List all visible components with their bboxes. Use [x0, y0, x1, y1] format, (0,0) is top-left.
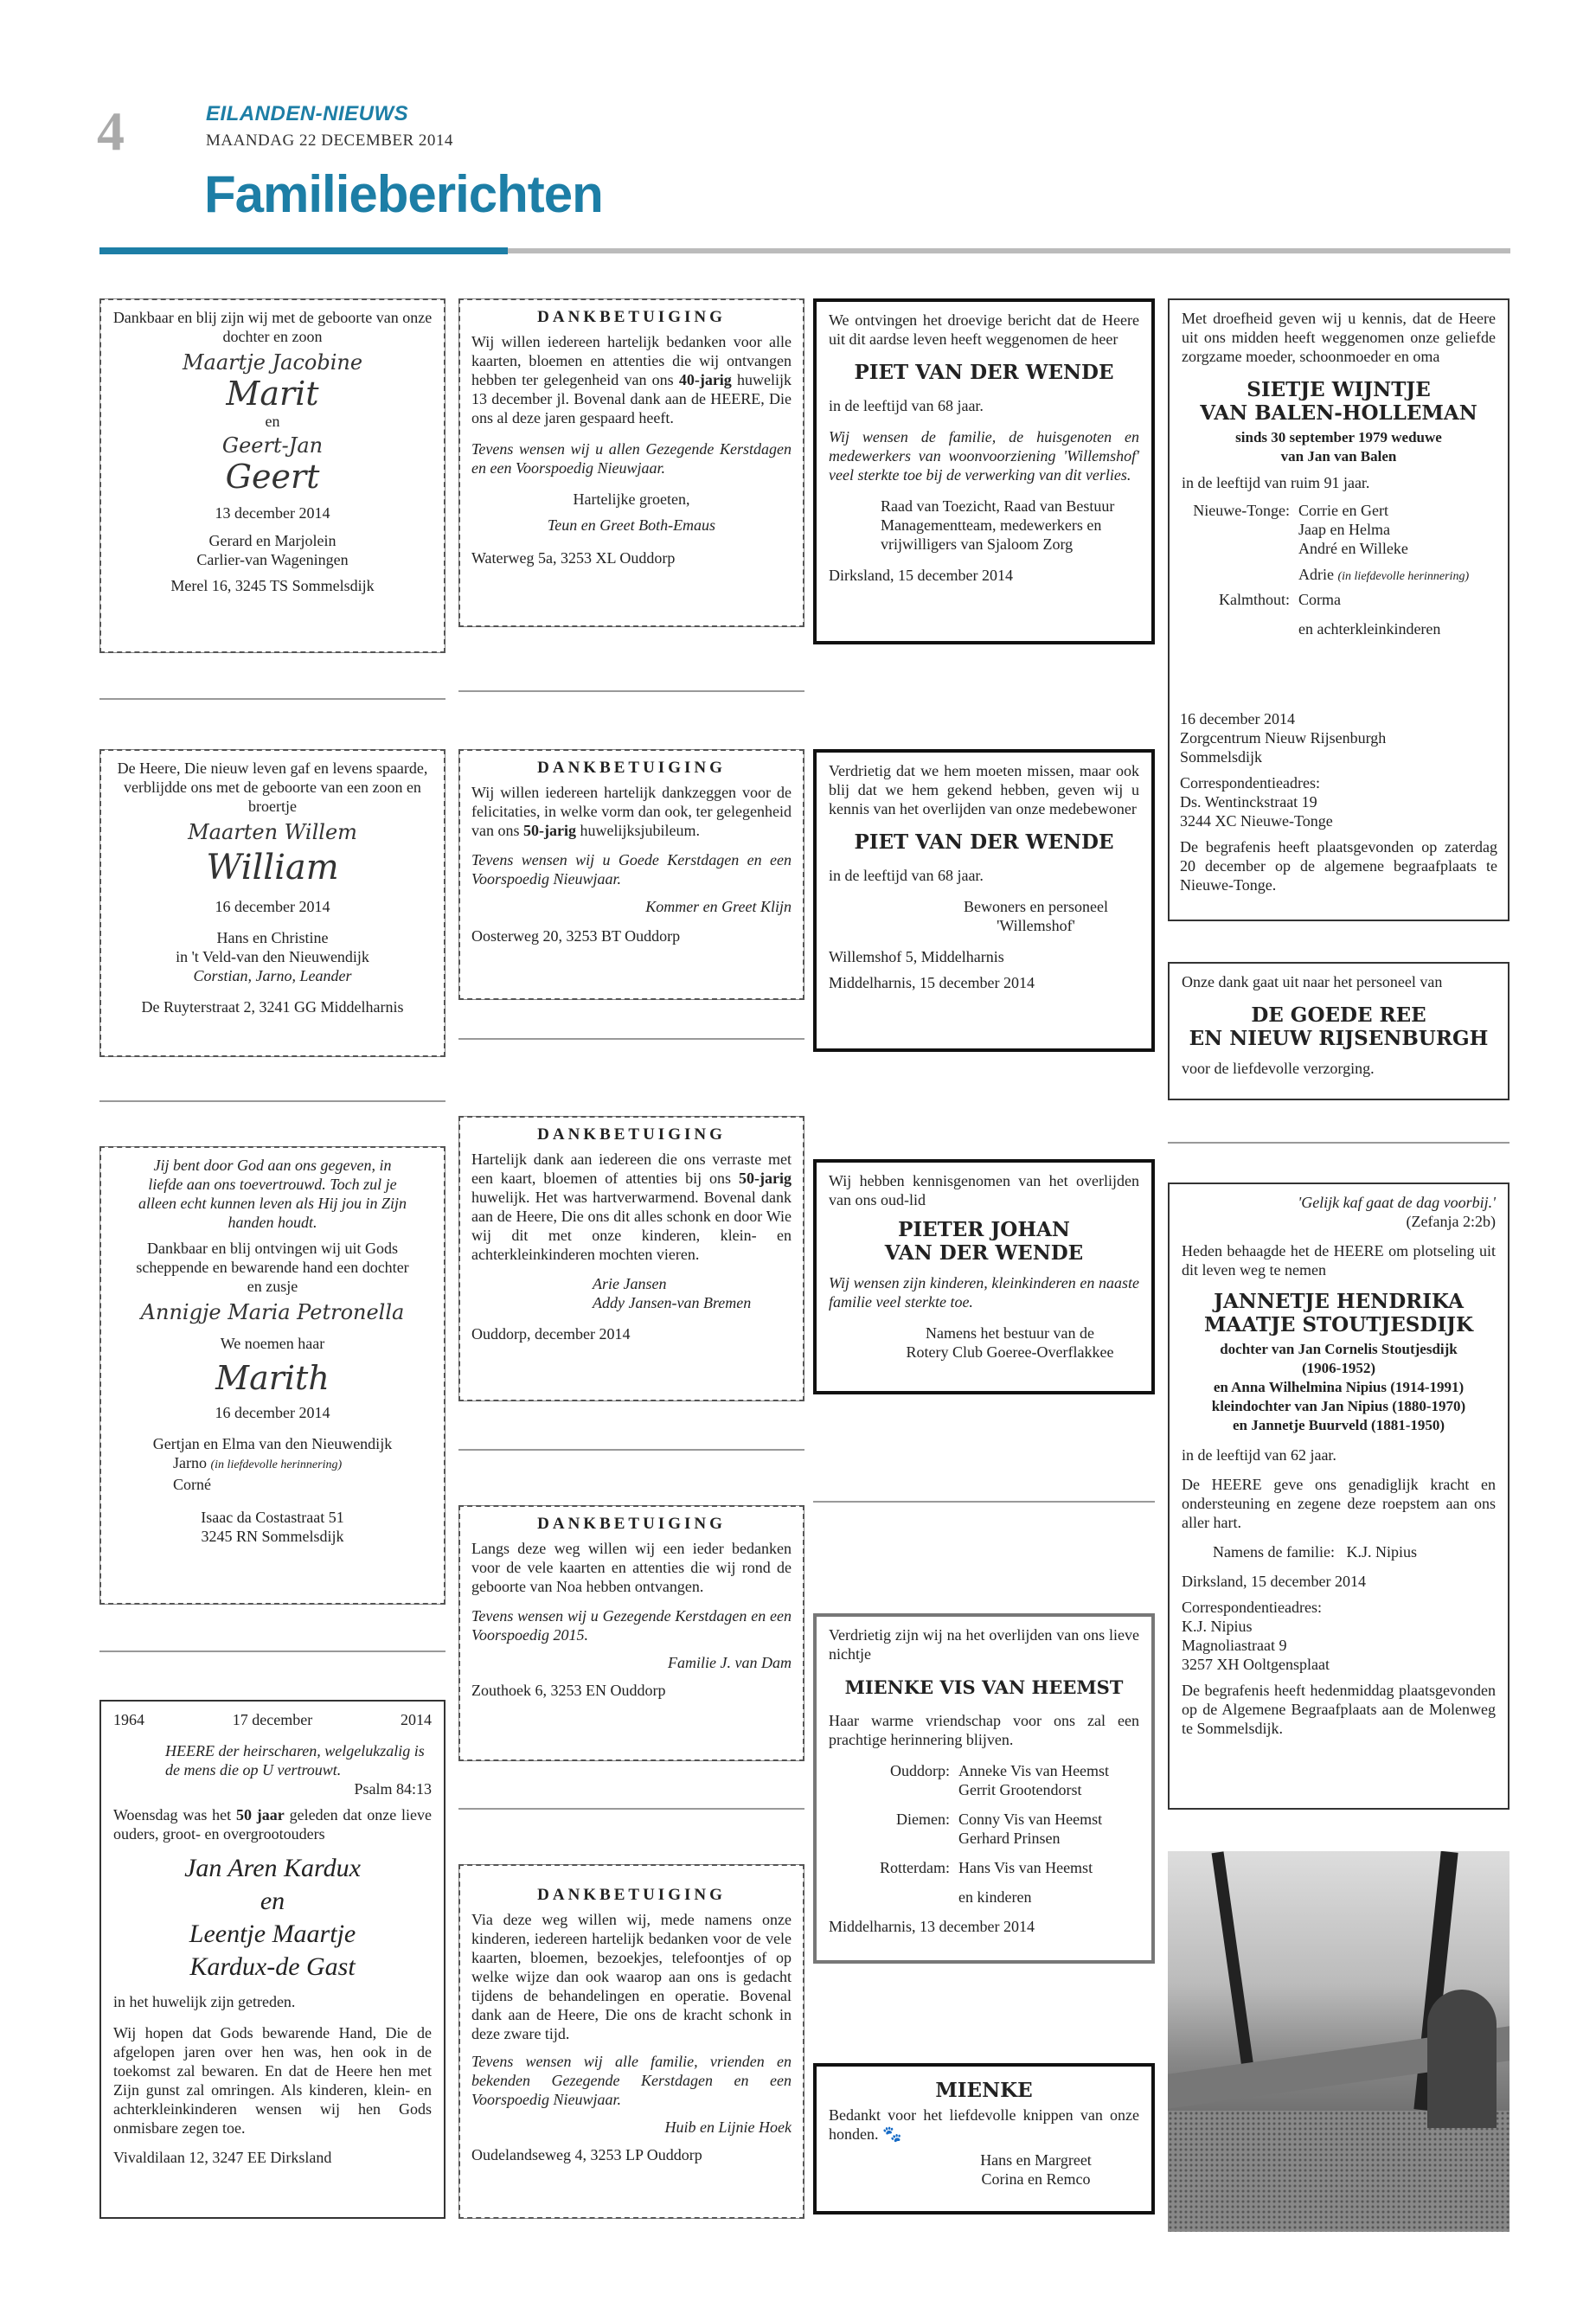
family-list: Ouddorp: Anneke Vis van Heemst Gerrit Grootendorst Diemen: Conny Vis van Heemst Gerhard Prinsen Rotterdam: Hans Vis van Heemst en kinderen: [880, 1762, 1110, 1906]
funeral-text: De begrafenis heeft plaatsgevonden op zaterdag 20 december op de algemene begraafplaats te Nieuwe-Tonge.: [1180, 838, 1497, 894]
naming-text: We noemen haar: [220, 1335, 325, 1352]
institution-name: DE GOEDE REE EN NIEUW RIJSENBURGH: [1189, 1003, 1489, 1050]
separator: [458, 1449, 804, 1451]
signatories: Kommer en Greet Klijn: [645, 898, 792, 915]
birth-date: 16 december 2014: [215, 1404, 330, 1421]
funeral-text: De begrafenis heeft hedenmiddag plaatsgevonden op de Algemene Begraafplaats aan de Molenweg te Sommelsdijk.: [1182, 1682, 1496, 1737]
separator: [1168, 1142, 1509, 1144]
deceased-name: PIET VAN DER WENDE: [854, 361, 1114, 384]
separator: [458, 690, 804, 692]
greeting: Hartelijke groeten,: [573, 490, 690, 508]
header-rule: [508, 248, 1510, 253]
address: Vivaldilaan 12, 3247 EE Dirksland: [113, 2149, 332, 2166]
address: Oosterweg 20, 3253 BT Ouddorp: [471, 927, 681, 945]
thanks-notice-1: [458, 298, 804, 627]
deceased-name: MIENKE VIS VAN HEEMST: [844, 1676, 1124, 1698]
deceased-name: SIETJE WIJNTJE VAN BALEN-HOLLEMAN: [1200, 378, 1477, 425]
thanks-text: Wij willen iedereen hartelijk dankzeggen voor de felicitaties, in welke vorm dan ook, ter gelegenheid van ons 50-jarig huwelijksjubileum.: [471, 784, 792, 839]
senders: Hans en Margreet Corina en Remco: [980, 2151, 1092, 2188]
married-text: in het huwelijk zijn getreden.: [113, 1993, 296, 2010]
fullname-1: Maartje Jacobine: [182, 350, 363, 375]
verse-ref: (Zefanja 2:2b): [1406, 1213, 1496, 1230]
age-text: in de leeftijd van 68 jaar.: [829, 867, 984, 884]
lineage: dochter van Jan Cornelis Stoutjesdijk (1906-1952) en Anna Wilhelmina Nipius (1914-1991) kleindochter van Jan Nipius (1880-1970) en Jannetje Buurveld (1881-1950): [1211, 1341, 1466, 1433]
place-date: Ouddorp, december 2014: [471, 1325, 631, 1343]
separator: [458, 1808, 804, 1810]
thanks-text: Via deze weg willen wij, mede namens onze kinderen, iedereen hartelijk bedanken voor de vele kaarten, bloemen, bezoekjes, telefoontjes of op welke wijze dan ook waarop aan ons is gedacht tijdens de behandelingen en operatie. Bovenal dank aan de Heere, Die ons de kracht schonk in deze zware tijd.: [471, 1911, 792, 2042]
thanks-text: Wij willen iedereen hartelijk bedanken voor alle kaarten, bloemen en attenties die wij ontvangen hebben ter gelegenheid van ons 40-jarig huwelijk 13 december jl. Bovenal dank aan de HEERE, Die ons al deze jaren gespaard heeft.: [471, 333, 792, 426]
address: Willemshof 5, Middelharnis: [829, 948, 1004, 965]
obituary-piet-1: [813, 298, 1155, 644]
header-rule-accent: [99, 247, 508, 254]
thanks-text: Langs deze weg willen wij een ieder bedanken voor de vele kaarten en attenties die wij rond de geboorte van Noa hebben ontvangen.: [471, 1540, 792, 1595]
thanks-mienke: [813, 2063, 1155, 2214]
signatories: Teun en Greet Both-Emaus: [547, 516, 716, 534]
wish-text: Tevens wensen wij u allen Gezegende Kerstdagen en een Voorspoedig Nieuwjaar.: [471, 440, 792, 477]
jubilee-date: 17 december: [232, 1711, 313, 1728]
death-date: 16 december 2014: [1180, 710, 1295, 727]
place-date: Middelharnis, 13 december 2014: [829, 1918, 1035, 1935]
fullname: Annigje Maria Petronella: [140, 1300, 405, 1324]
wish-text: Wij wensen zijn kinderen, kleinkinderen en naaste familie veel sterkte toe.: [829, 1274, 1139, 1311]
wish-text: Wij hopen dat Gods bewarende Hand, Die de afgelopen jaren over hen was, hen ook in de toekomst zal bewaren. En dat de Heere hen met Zijn gunst zal omringen. Als kinderen, klein- en achterkleinkinderen wensen wij hen Gods onmisbare zegen toe.: [113, 2024, 432, 2137]
family-nieuwe-tonge: Nieuwe-Tonge: Corrie en Gert Jaap en Helma André en Willeke Adrie (in liefdevolle herinnering): [1193, 502, 1470, 583]
page-number: 4: [97, 100, 125, 162]
section-title: Familieberichten: [204, 165, 603, 223]
siblings: Corstian, Jarno, Leander: [193, 967, 352, 984]
parents: Gerard en Marjolein: [208, 532, 337, 549]
separator: [99, 1650, 445, 1652]
wish-text: Tevens wensen wij u Goede Kerstdagen en een Voorspoedig Nieuwjaar.: [471, 851, 792, 888]
sibling-1: Jarno (in liefdevolle herinnering): [173, 1454, 343, 1471]
family-kalmthout: Kalmthout: Corma en achterkleinkinderen: [1219, 591, 1441, 638]
address: Oudelandseweg 4, 3253 LP Ouddorp: [471, 2146, 702, 2163]
memory-text: Haar warme vriendschap voor ons zal een prachtige herinnering blijven.: [829, 1712, 1139, 1748]
place-date: Dirksland, 15 december 2014: [1182, 1573, 1366, 1590]
death-city: Sommelsdijk: [1180, 748, 1263, 766]
correspondence-name: K.J. Nipius: [1182, 1618, 1253, 1635]
correspondence-street: Magnoliastraat 9: [1182, 1637, 1287, 1654]
deceased-name: PIET VAN DER WENDE: [854, 830, 1114, 854]
parents-surname: in 't Veld-van den Nieuwendijk: [176, 948, 369, 965]
notice-heading: DANKBETUIGING: [537, 759, 726, 777]
obituary-mienke: [813, 1613, 1155, 1964]
signatories: Familie J. van Dam: [668, 1654, 792, 1671]
masthead-logo: EILANDEN-NIEUWS: [206, 102, 409, 125]
thanks-text: Bedankt voor het liefdevolle knippen van onze honden. 🐾: [829, 2106, 1139, 2143]
separator: [99, 698, 445, 700]
death-place: Zorgcentrum Nieuw Rijsenburgh: [1180, 729, 1387, 747]
obituary-jannetje: [1168, 1183, 1509, 1810]
verse: Jij bent door God aan ons gegeven, in liefde aan ons toevertrouwd. Toch zul je alleen echt kunnen leven als Hij jou in Zijn handen houdt.: [138, 1157, 407, 1231]
parents-surname: Carlier-van Wageningen: [196, 551, 349, 568]
parents: Hans en Christine: [216, 929, 329, 946]
spouse-name: van Jan van Balen: [1280, 448, 1397, 465]
intro-text: Wij hebben kennisgenomen van het overlijden van ons oud-lid: [829, 1172, 1139, 1208]
thanks-notice-5: [458, 1864, 804, 2219]
blessing-text: De HEERE geve ons genadiglijk kracht en ondersteuning en zegene deze roepstem aan ons aller hart.: [1182, 1476, 1496, 1531]
intro-text: Met droefheid geven wij u kennis, dat de Heere uit ons midden heeft weggenomen onze geliefde zorgzame moeder, schoonmoeder en oma: [1182, 310, 1496, 365]
birth-date: 16 december 2014: [215, 898, 330, 915]
thanks-notice-4: [458, 1505, 804, 1761]
nickname: Marith: [215, 1359, 330, 1397]
notice-heading: DANKBETUIGING: [537, 1886, 726, 1904]
thanks-goede-ree: [1168, 962, 1509, 1100]
senders: Raad van Toezicht, Raad van Bestuur Managementteam, medewerkers en vrijwilligers van Sjaloom Zorg: [881, 497, 1115, 553]
senders: Bewoners en personeel 'Willemshof': [964, 898, 1108, 934]
obituary-pieter: [813, 1159, 1155, 1394]
verse: HEERE der heirscharen, welgelukzalig is de mens die op U vertrouwt.: [165, 1742, 425, 1779]
intro-text: Onze dank gaat uit naar het personeel van: [1182, 973, 1443, 990]
widow-note: sinds 30 september 1979 weduwe: [1235, 429, 1442, 445]
age-text: in de leeftijd van 68 jaar.: [829, 397, 984, 414]
correspondence-street: Ds. Wentinckstraat 19: [1180, 793, 1317, 811]
age-text: in de leeftijd van ruim 91 jaar.: [1182, 474, 1370, 491]
address: Zouthoek 6, 3253 EN Ouddorp: [471, 1682, 666, 1699]
place-date: Middelharnis, 15 december 2014: [829, 974, 1035, 991]
and-text: en: [265, 413, 280, 430]
notice-heading: DANKBETUIGING: [537, 1125, 726, 1144]
birth-notice-2: [99, 749, 445, 1057]
correspondence-city: 3244 XC Nieuwe-Tonge: [1180, 812, 1333, 830]
nickname-1: Marit: [226, 375, 319, 413]
correspondence-label: Correspondentieadres:: [1182, 1599, 1322, 1616]
birth-notice-1: [99, 298, 445, 653]
separator: [99, 1100, 445, 1102]
age-text: in de leeftijd van 62 jaar.: [1182, 1446, 1336, 1464]
intro-text: De Heere, Die nieuw leven gaf en levens spaarde, verblijdde ons met de geboorte van een zoon en broertje: [117, 760, 428, 815]
thanks-text: voor de liefdevolle verzorging.: [1182, 1060, 1375, 1077]
sibling-2: Corné: [173, 1476, 211, 1493]
year-start: 1964: [113, 1711, 144, 1728]
fullname: Maarten Willem: [188, 820, 357, 844]
intro-text: We ontvingen het droevige bericht dat de Heere uit dit aardse leven heeft weggenomen de heer: [829, 311, 1139, 348]
fullname-2: Geert-Jan: [221, 433, 324, 458]
correspondence-label: Correspondentieadres:: [1180, 774, 1320, 792]
address-city: 3245 RN Sommelsdijk: [201, 1528, 344, 1545]
separator: [813, 1501, 1155, 1503]
notice-heading: DANKBETUIGING: [537, 308, 726, 326]
wish-text: Tevens wensen wij alle familie, vrienden en bekenden Gezegende Kerstdagen en een Voorspoedig Nieuwjaar.: [471, 2053, 792, 2108]
senders: Namens het bestuur van de Rotery Club Goeree-Overflakkee: [906, 1324, 1114, 1361]
correspondence-city: 3257 XH Ooltgensplaat: [1182, 1656, 1330, 1673]
couple-names: Jan Aren Kardux en Leentje Maartje Kardux-de Gast: [184, 1854, 361, 1981]
birth-notice-3: [99, 1146, 445, 1605]
parents: Gertjan en Elma van den Nieuwendijk: [152, 1435, 393, 1452]
notice-heading: DANKBETUIGING: [537, 1515, 726, 1533]
thanks-text: Hartelijk dank aan iedereen die ons verraste met een kaart, bloemen of attenties bij ons 50-jarig huwelijk. Het was hartverwarmend. Bovenal dank aan de Heere, Die ons dit alles schonk en door Wie wij dit met onze kinderen, klein- en achterkleinkinderen mochten vieren.: [471, 1150, 792, 1263]
nickname: William: [206, 848, 339, 888]
deceased-name: JANNETJE HENDRIKA MAATJE STOUTJESDIJK: [1204, 1290, 1473, 1336]
deceased-name: PIETER JOHAN VAN DER WENDE: [884, 1218, 1084, 1265]
nickname-2: Geert: [225, 458, 320, 496]
wish-text: Wij wensen de familie, de huisgenoten en medewerkers van woonvoorziening 'Willemshof' veel sterkte toe bij de verwerking van dit verlies.: [829, 428, 1139, 484]
verse-ref: Psalm 84:13: [354, 1780, 432, 1798]
jubilee-notice: [99, 1700, 445, 2219]
family-signatory: Namens de familie: K.J. Nipius: [1213, 1543, 1417, 1561]
signatory-2: Addy Jansen-van Bremen: [593, 1294, 752, 1311]
place-date: Dirksland, 15 december 2014: [829, 567, 1013, 584]
paw-icon: 🐾: [882, 2125, 902, 2143]
address: De Ruyterstraat 2, 3241 GG Middelharnis: [141, 998, 404, 1016]
verse: 'Gelijk kaf gaat de dag voorbij.': [1298, 1194, 1496, 1211]
intro-text: Dankbaar en blij ontvingen wij uit Gods scheppende en bewarende hand een dochter en zusje: [136, 1240, 409, 1295]
wish-text: Tevens wensen wij u Gezegende Kerstdagen en een Voorspoedig 2015.: [471, 1607, 792, 1644]
address-street: Isaac da Costastraat 51: [201, 1509, 344, 1526]
year-end: 2014: [400, 1711, 432, 1728]
obituary-piet-2: [813, 749, 1155, 1052]
intro-text: Heden behaagde het de HEERE om plotseling uit dit leven weg te nemen: [1182, 1242, 1496, 1279]
issue-date: MAANDAG 22 DECEMBER 2014: [206, 131, 453, 150]
autumn-path-photo: [1168, 1851, 1509, 2232]
obituary-sietje-details: [1168, 701, 1509, 917]
intro-text: Dankbaar en blij zijn wij met de geboorte van onze dochter en zoon: [112, 309, 433, 345]
intro-text: Verdrietig zijn wij na het overlijden van ons lieve nichtje: [829, 1626, 1139, 1663]
signatory-1: Arie Jansen: [593, 1275, 667, 1292]
birth-date: 13 december 2014: [215, 504, 330, 522]
thanks-notice-3: [458, 1116, 804, 1401]
recipient-name: MIENKE: [935, 2079, 1033, 2102]
jubilee-text: Woensdag was het 50 jaar geleden dat onze lieve ouders, groot- en overgrootouders: [113, 1806, 433, 1843]
intro-text: Verdrietig dat we hem moeten missen, maar ook blij dat we hem gekend hebben, geven wij u kennis van het overlijden van onze medebewoner: [829, 762, 1139, 817]
thanks-notice-2: [458, 749, 804, 1000]
signatories: Huib en Lijnie Hoek: [664, 2118, 792, 2136]
address: Merel 16, 3245 TS Sommelsdijk: [170, 577, 375, 594]
address: Waterweg 5a, 3253 XL Ouddorp: [471, 549, 676, 567]
separator: [458, 1038, 804, 1040]
